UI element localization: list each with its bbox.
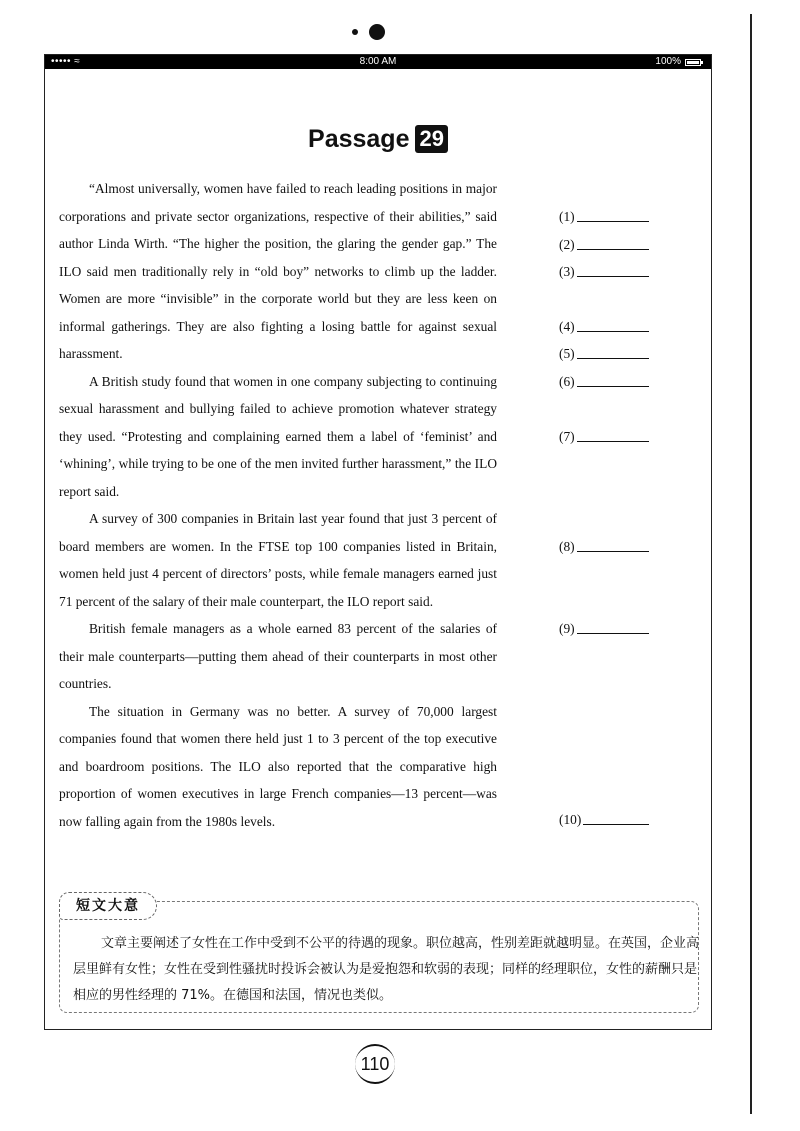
status-bar <box>45 55 711 69</box>
answer-blank[interactable]: (3) <box>559 263 649 281</box>
battery-percent: 100% <box>655 56 681 67</box>
passage-text <box>59 175 497 835</box>
answer-blank[interactable]: (4) <box>559 318 649 336</box>
answer-blank[interactable]: (8) <box>559 538 649 556</box>
page-title <box>45 125 711 154</box>
tablet-screen <box>44 54 712 1030</box>
page-edge-rule <box>750 14 752 1114</box>
summary-heading: 短文大意 <box>59 892 157 920</box>
passage-number: 29 <box>415 125 447 153</box>
paragraph-5: The situation in Germany was no better. A survey of 70,000 largest companies found that women there held just 1 to 3 percent of the top executive and boardroom positions. The ILO also reported that the comparative high proportion of women executives in large French companies—13 percent—was now falling again from the 1980s levels. <box>59 703 497 829</box>
sensor-dot <box>352 29 358 35</box>
paragraph-4: British female managers as a whole earned 83 percent of the salaries of their male counterparts—putting them ahead of their counterparts in most other countries. <box>59 621 497 691</box>
answer-blank[interactable]: (10) <box>559 811 649 829</box>
answer-blank[interactable]: (9) <box>559 620 649 638</box>
summary-paragraph: 文章主要阐述了女性在工作中受到不公平的待遇的现象。职位越高，性别差距就越明显。在英国，企业高层里鲜有女性；女性在受到性骚扰时投诉会被认为是爱抱怨和软弱的表现；同样的经理职位，女性的薪酬只是相应的男性经理的 71%。在德国和法国，情况也类似。 <box>73 936 700 1003</box>
camera <box>352 24 392 40</box>
paragraph-3: A survey of 300 companies in Britain last year found that just 3 percent of board members are women. In the FTSE top 100 companies listed in Britain, women held just 4 percent of directors’ posts, while female managers earned just 71 percent of the salary of their male counterpart, the ILO report said. <box>59 511 497 609</box>
signal-indicator: ••••• ≈ <box>51 56 81 67</box>
page-number <box>351 1040 399 1088</box>
paragraph-1: “Almost universally, women have failed to reach leading positions in major corporations and private sector organizations, respective of their abilities,” said author Linda Wirth. “The higher the position, the glaring the gender gap.” The ILO said men traditionally rely in “old boy” networks to climb up the ladder. Women are more “invisible” in the corporate world but they are less keen on informal gatherings. They are also fighting a losing battle for against sexual harassment. <box>59 181 497 361</box>
answer-blank[interactable]: (5) <box>559 345 649 363</box>
summary-text <box>73 931 699 1009</box>
passage-label: Passage <box>308 125 410 153</box>
answer-blank[interactable]: (2) <box>559 236 649 254</box>
battery-status <box>655 55 701 69</box>
battery-icon <box>685 59 701 66</box>
page-number-label: 110 <box>360 1054 390 1074</box>
status-time: 8:00 AM <box>359 56 397 67</box>
paragraph-2: A British study found that women in one company subjecting to continuing sexual harassment and bullying failed to achieve promotion whatever strategy they used. “Protesting and complaining earned them a label of ‘feminist’ and ‘whining’, while trying to be one of the men invited further harassment,” the ILO report said. <box>59 373 497 499</box>
answer-blank[interactable]: (6) <box>559 373 649 391</box>
answer-blank[interactable]: (7) <box>559 428 649 446</box>
answer-blank[interactable]: (1) <box>559 208 649 226</box>
camera-lens <box>369 24 385 40</box>
